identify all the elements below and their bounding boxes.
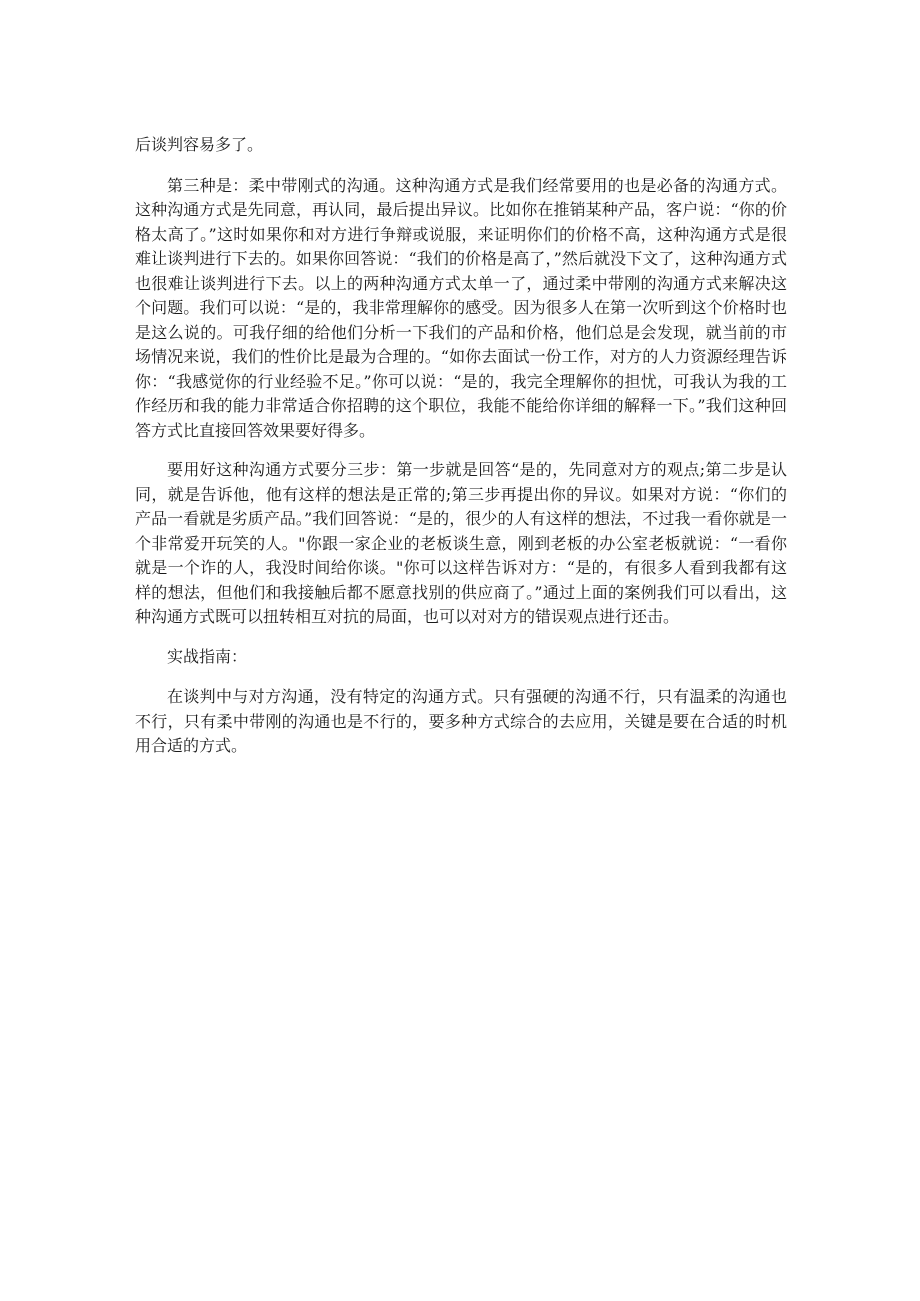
section-heading-practical-guide: 实战指南： — [167, 646, 248, 666]
paragraph-continuation: 后谈判容易多了。 — [135, 135, 264, 154]
paragraph-three-steps: 要用好这种沟通方式要分三步：第一步就是回答“是的，先同意对方的观点;第二步是认同，就是告诉他，他有这样的想法是正常的;第三步再提出你的异议。如果对方说：“你们的产品一看就是劣质产品。”我们回答说：“是的，很少的人有这样的想法，不过我一看你就是一个非常爱开玩笑的人。"你跟一家企业的老板谈生意，刚到老板的办公室老板就说：“一看你就是一个诈的人，我没时间给你谈。"你可以这样告诉对方：“是的，有很多人看到我都有这样的想法，但他们和我接触后都不愿意找别的供应商了。”通过上面的案例我们可以看出，这种沟通方式既可以扭转相互对抗的局面，也可以对对方的错误观点进行还击。 — [135, 460, 787, 626]
paragraph-third-method: 第三种是：柔中带刚式的沟通。这种沟通方式是我们经常要用的也是必备的沟通方式。这种沟通方式是先同意，再认同，最后提出异议。比如你在推销某种产品，客户说：“你的价格太高了。”这时如果你和对方进行争辩或说服，来证明你们的价格不高，这种沟通方式是很难让谈判进行下去的。如果你回答说：“我们的价格是高了，”然后就没下文了，这种沟通方式也很难让谈判进行下去。以上的两种沟通方式太单一了，通过柔中带刚的沟通方式来解决这个问题。我们可以说：“是的，我非常理解你的感受。因为很多人在第一次听到这个价格时也是这么说的。可我仔细的给他们分析一下我们的产品和价格，他们总是会发现，就当前的市场情况来说，我们的性价比是最为合理的。“如你去面试一份工作，对方的人力资源经理告诉你：“我感觉你的行业经验不足。”你可以说：“是的，我完全理解你的担忧，可我认为我的工作经历和我的能力非常适合你招聘的这个职位，我能不能给你详细的解释一下。”我们这种回答方式比直接回答效果要好得多。 — [135, 175, 787, 440]
document-body — [135, 133, 787, 774]
paragraph-conclusion: 在谈判中与对方沟通，没有特定的沟通方式。只有强硬的沟通不行，只有温柔的沟通也不行，只有柔中带刚的沟通也是不行的，要多种方式综合的去应用，关键是要在合适的时机用合适的方式。 — [135, 687, 787, 755]
